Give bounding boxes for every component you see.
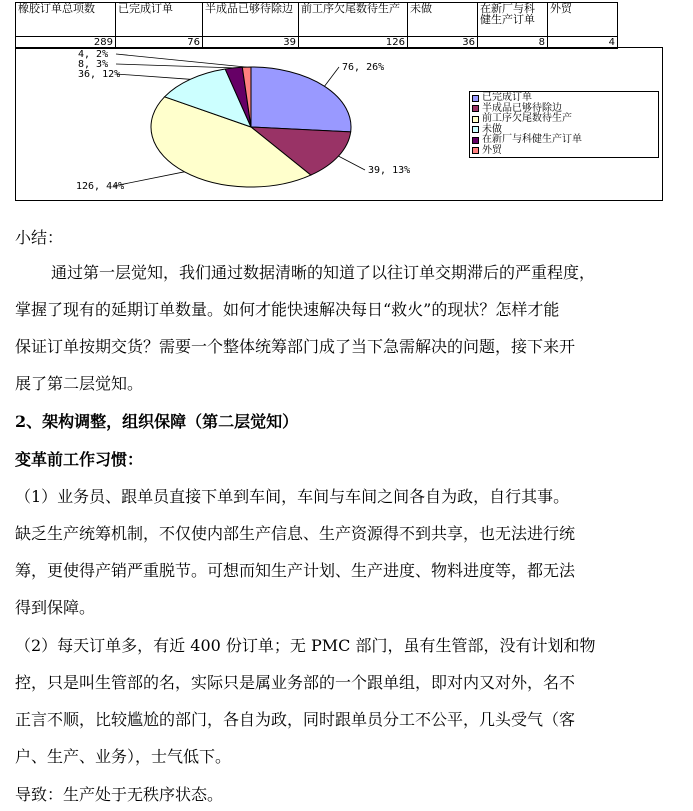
value-cell: 39 xyxy=(203,37,299,49)
pie-chart xyxy=(15,47,663,201)
slice-data-label: 39, 13% xyxy=(368,165,411,176)
header-cell: 未做 xyxy=(408,3,478,37)
slice-data-label: 4, 2% xyxy=(78,49,109,60)
slice-data-label: 126, 44% xyxy=(76,181,125,192)
leader-line xyxy=(114,172,184,186)
text-line: 缺乏生产统筹机制，不仅使内部生产信息、生产资源得不到共享，也无法进行统 xyxy=(15,524,576,543)
value-cell: 4 xyxy=(548,37,618,49)
legend-label: 未做 xyxy=(482,123,502,135)
leader-line xyxy=(116,64,234,68)
text-line: （1）业务员、跟单员直接下单到车间，车间与车间之间各自为政，自行其事。 xyxy=(15,487,570,506)
table-header-row xyxy=(16,3,618,37)
header-cell: 半成品已够待除边 xyxy=(203,3,299,37)
header-cell: 前工序欠尾数待生产 xyxy=(299,3,408,37)
leader-line xyxy=(339,156,366,170)
legend-swatch xyxy=(472,126,479,133)
text-line: 得到保障。 xyxy=(15,598,96,617)
header-cell: 在新厂与科健生产订单 xyxy=(478,3,548,37)
legend-swatch xyxy=(472,147,479,154)
text-line: 保证订单按期交货？需要一个整体统筹部门成了当下急需解决的问题，接下来开 xyxy=(15,337,576,356)
summary-label: 小结： xyxy=(15,228,64,247)
pie-slice xyxy=(251,67,351,132)
slice-data-label: 36, 12% xyxy=(78,69,121,80)
legend-label: 在新厂与科健生产订单 xyxy=(482,134,582,145)
legend-label: 半成品已够待除边 xyxy=(482,102,562,114)
slice-data-label: 8, 3% xyxy=(78,59,109,70)
header-cell: 外贸 xyxy=(548,3,618,37)
text-line: 户、生产、业务），士气低下。 xyxy=(15,747,232,766)
legend-label: 前工序欠尾数待生产 xyxy=(482,113,572,124)
order-summary-table xyxy=(15,2,618,49)
text-line: （2）每天订单多，有近 400 份订单；无 PMC 部门，虽有生管部，没有计划和物 xyxy=(15,636,596,655)
text-line: 控，只是叫生管部的名，实际只是属业务部的一个跟单组，即对内又对外，名不 xyxy=(15,673,576,692)
header-cell: 已完成订单 xyxy=(116,3,203,37)
text-line: 筹，更使得产销严重脱节。可想而知生产计划、生产进度、物料进度等，都无法 xyxy=(15,561,576,580)
leader-line xyxy=(116,74,190,79)
legend-label: 外贸 xyxy=(482,144,502,156)
legend-item xyxy=(472,93,656,104)
leader-line xyxy=(116,54,247,67)
slice-data-label: 76, 26% xyxy=(342,62,385,73)
value-cell: 289 xyxy=(16,37,116,49)
value-cell: 76 xyxy=(116,37,203,49)
legend-label: 已完成订单 xyxy=(482,92,532,103)
value-cell: 8 xyxy=(478,37,548,49)
text-line: 展了第二层觉知。 xyxy=(15,374,144,393)
value-cell: 36 xyxy=(408,37,478,49)
legend-item xyxy=(472,135,656,146)
text-line: 掌握了现有的延期订单数量。如何才能快速解决每日“救火”的现状？怎样才能 xyxy=(15,300,560,319)
text-line: 通过第一层觉知，我们通过数据清晰的知道了以往订单交期滞后的严重程度， xyxy=(51,263,596,282)
header-cell: 橡胶订单总项数 xyxy=(16,3,116,37)
text-line: 正言不顺，比较尴尬的部门，各自为政，同时跟单员分工不公平，几头受气（客 xyxy=(15,710,576,729)
legend-item xyxy=(472,114,656,125)
result-line: 导致：生产处于无秩序状态。 xyxy=(15,785,224,804)
legend-swatch xyxy=(472,105,479,112)
section-heading: 2、架构调整，组织保障（第二层觉知） xyxy=(15,412,299,431)
subheading: 变革前工作习惯： xyxy=(15,450,144,469)
chart-legend xyxy=(469,91,659,158)
legend-item xyxy=(472,146,656,157)
legend-swatch xyxy=(472,137,479,144)
legend-swatch xyxy=(472,116,479,123)
leader-line xyxy=(325,67,340,86)
legend-swatch xyxy=(472,95,479,102)
value-cell: 126 xyxy=(299,37,408,49)
